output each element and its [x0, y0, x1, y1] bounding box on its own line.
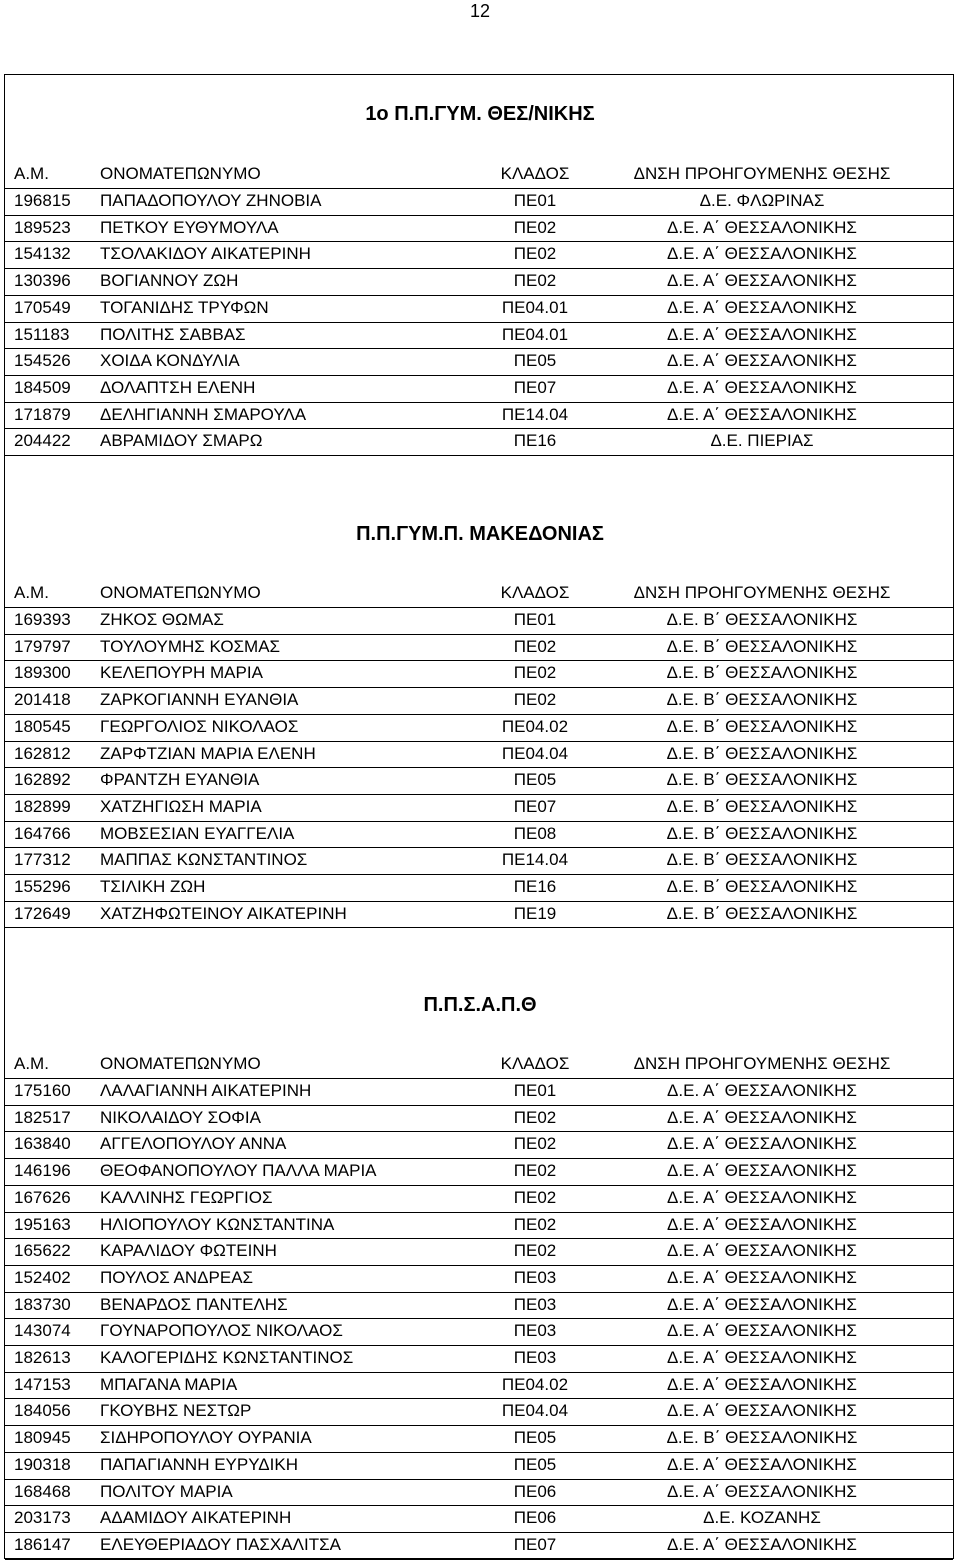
cell-specialty: ΠΕ06	[513, 1481, 557, 1501]
cell-specialty: ΠΕ04.04	[501, 743, 569, 763]
table-row	[0, 428, 960, 455]
cell-am: 130396	[14, 271, 71, 291]
cell-previous: Δ.Ε. Β΄ ΘΕΣΣΑΛΟΝΙΚΗΣ	[666, 636, 858, 656]
cell-am: 175160	[14, 1081, 71, 1100]
cell-am: 180945	[14, 1428, 71, 1448]
table-header	[0, 161, 960, 188]
cell-name: ΚΑΛΛΙΝΗΣ ΓΕΩΡΓΙΟΣ	[100, 1187, 273, 1207]
cell-specialty: ΠΕ05	[513, 770, 557, 790]
table-row	[0, 741, 960, 768]
cell-am: 143074	[14, 1321, 71, 1341]
table-row	[0, 1212, 960, 1239]
cell-name: ΓΚΟΥΒΗΣ ΝΕΣΤΩΡ	[100, 1401, 252, 1421]
cell-specialty: ΠΕ05	[513, 351, 557, 371]
cell-previous: Δ.Ε. Β΄ ΘΕΣΣΑΛΟΝΙΚΗΣ	[666, 823, 858, 843]
cell-am: 177312	[14, 850, 71, 870]
cell-specialty: ΠΕ01	[513, 191, 557, 210]
cell-previous: Δ.Ε. Α΄ ΘΕΣΣΑΛΟΝΙΚΗΣ	[667, 1481, 857, 1501]
cell-am: 186147	[14, 1534, 71, 1554]
table-row	[0, 241, 960, 268]
cell-previous: Δ.Ε. Β΄ ΘΕΣΣΑΛΟΝΙΚΗΣ	[666, 770, 858, 790]
table-row	[0, 268, 960, 295]
cell-am: 201418	[14, 690, 71, 710]
cell-am: 170549	[14, 297, 71, 317]
cell-name: ΗΛΙΟΠΟΥΛΟΥ ΚΩΝΣΤΑΝΤΙΝΑ	[100, 1214, 335, 1234]
cell-specialty: ΠΕ02	[513, 690, 557, 710]
cell-name: ΓΟΥΝΑΡΟΠΟΥΛΟΣ ΝΙΚΟΛΑΟΣ	[100, 1321, 343, 1341]
cell-name: ΧΟΙΔΑ ΚΟΝΔΥΛΙΑ	[100, 351, 240, 371]
cell-am: 182899	[14, 796, 71, 816]
cell-name: ΚΑΡΑΛΙΔΟΥ ΦΩΤΕΙΝΗ	[100, 1241, 277, 1261]
table-row	[0, 821, 960, 848]
cell-name: ΛΑΛΑΓΙΑΝΝΗ ΑΙΚΑΤΕΡΙΝΗ	[100, 1081, 312, 1100]
cell-previous: Δ.Ε. Β΄ ΘΕΣΣΑΛΟΝΙΚΗΣ	[666, 796, 858, 816]
table-row	[0, 402, 960, 429]
cell-name: ΦΡΑΝΤΖΗ ΕΥΑΝΘΙΑ	[100, 770, 260, 790]
cell-name: ΔΟΛΑΠΤΣΗ ΕΛΕΝΗ	[100, 377, 256, 397]
cell-specialty: ΠΕ03	[513, 1294, 557, 1314]
cell-previous: Δ.Ε. Β΄ ΘΕΣΣΑΛΟΝΙΚΗΣ	[666, 877, 858, 896]
cell-am: 182517	[14, 1107, 71, 1127]
cell-am: 184056	[14, 1401, 71, 1421]
cell-name: ΓΕΩΡΓΟΛΙΟΣ ΝΙΚΟΛΑΟΣ	[100, 716, 299, 736]
cell-previous: Δ.Ε. Α΄ ΘΕΣΣΑΛΟΝΙΚΗΣ	[667, 217, 857, 237]
cell-previous: Δ.Ε. Α΄ ΘΕΣΣΑΛΟΝΙΚΗΣ	[667, 1107, 857, 1127]
table-row	[0, 348, 960, 375]
cell-specialty: ΠΕ02	[513, 663, 557, 683]
cell-am: 182613	[14, 1348, 71, 1367]
section-title: Π.Π.Σ.Α.Π.Θ	[423, 994, 537, 1016]
table-row	[0, 295, 960, 322]
cell-am: 196815	[14, 191, 71, 210]
cell-previous: Δ.Ε. Β΄ ΘΕΣΣΑΛΟΝΙΚΗΣ	[666, 743, 858, 763]
cell-previous: Δ.Ε. Β΄ ΘΕΣΣΑΛΟΝΙΚΗΣ	[666, 663, 858, 683]
header-am: Α.Μ.	[14, 164, 49, 183]
cell-previous: Δ.Ε. ΚΟΖΑΝΗΣ	[703, 1508, 821, 1528]
cell-previous: Δ.Ε. ΦΛΩΡΙΝΑΣ	[699, 191, 825, 210]
cell-name: ΤΣΙΛΙΚΗ ΖΩΗ	[100, 877, 206, 896]
cell-am: 152402	[14, 1267, 71, 1287]
cell-am: 180545	[14, 716, 71, 736]
cell-previous: Δ.Ε. Α΄ ΘΕΣΣΑΛΟΝΙΚΗΣ	[667, 1161, 857, 1181]
row-divider	[5, 927, 953, 928]
cell-am: 189300	[14, 663, 71, 683]
cell-name: ΜΠΑΓΑΝΑ ΜΑΡΙΑ	[100, 1374, 238, 1394]
cell-specialty: ΠΕ02	[513, 244, 557, 264]
table-row	[0, 660, 960, 687]
cell-specialty: ΠΕ03	[513, 1267, 557, 1287]
cell-specialty: ΠΕ02	[513, 1187, 557, 1207]
cell-specialty: ΠΕ05	[513, 1428, 557, 1448]
cell-name: ΤΣΟΛΑΚΙΔΟΥ ΑΙΚΑΤΕΡΙΝΗ	[100, 244, 311, 264]
cell-name: ΕΛΕΥΘΕΡΙΑΔΟΥ ΠΑΣΧΑΛΙΤΣΑ	[100, 1534, 341, 1554]
cell-am: 163840	[14, 1134, 71, 1154]
cell-previous: Δ.Ε. Β΄ ΘΕΣΣΑΛΟΝΙΚΗΣ	[666, 1428, 858, 1448]
cell-specialty: ΠΕ01	[513, 1081, 557, 1100]
cell-am: 189523	[14, 217, 71, 237]
cell-previous: Δ.Ε. Α΄ ΘΕΣΣΑΛΟΝΙΚΗΣ	[667, 1267, 857, 1287]
header-specialty: ΚΛΑΔΟΣ	[500, 164, 570, 183]
cell-name: ΠΟΥΛΟΣ ΑΝΔΡΕΑΣ	[100, 1267, 254, 1287]
cell-previous: Δ.Ε. Β΄ ΘΕΣΣΑΛΟΝΙΚΗΣ	[666, 690, 858, 710]
cell-name: ΠΟΛΙΤΟΥ ΜΑΡΙΑ	[100, 1481, 233, 1501]
cell-previous: Δ.Ε. Α΄ ΘΕΣΣΑΛΟΝΙΚΗΣ	[667, 1534, 857, 1554]
table-row	[0, 634, 960, 661]
table-row	[0, 1105, 960, 1132]
header-previous: ΔΝΣΗ ΠΡΟΗΓΟΥΜΕΝΗΣ ΘΕΣΗΣ	[633, 1054, 891, 1073]
cell-specialty: ΠΕ02	[513, 1241, 557, 1261]
cell-name: ΜΑΠΠΑΣ ΚΩΝΣΤΑΝΤΙΝΟΣ	[100, 850, 308, 870]
table-row	[0, 1131, 960, 1158]
cell-specialty: ΠΕ02	[513, 1134, 557, 1154]
table-row	[0, 1452, 960, 1479]
table-row	[0, 1425, 960, 1452]
cell-previous: Δ.Ε. Β΄ ΘΕΣΣΑΛΟΝΙΚΗΣ	[666, 610, 858, 629]
cell-specialty: ΠΕ14.04	[501, 404, 569, 424]
cell-name: ΝΙΚΟΛΑΙΔΟΥ ΣΟΦΙΑ	[100, 1107, 261, 1127]
cell-specialty: ΠΕ01	[513, 610, 557, 629]
cell-name: ΑΔΑΜΙΔΟΥ ΑΙΚΑΤΕΡΙΝΗ	[100, 1508, 292, 1528]
cell-am: 169393	[14, 610, 71, 629]
row-divider	[5, 455, 953, 456]
header-name: ΟΝΟΜΑΤΕΠΩΝΥΜΟ	[100, 164, 261, 183]
cell-am: 151183	[14, 324, 70, 344]
cell-specialty: ΠΕ19	[513, 903, 557, 923]
cell-name: ΧΑΤΖΗΦΩΤΕΙΝΟΥ ΑΙΚΑΤΕΡΙΝΗ	[100, 903, 347, 923]
cell-name: ΔΕΛΗΓΙΑΝΝΗ ΣΜΑΡΟΥΛΑ	[100, 404, 307, 424]
table-row	[0, 687, 960, 714]
cell-name: ΒΟΓΙΑΝΝΟΥ ΖΩΗ	[100, 271, 239, 291]
section-title: 1ο Π.Π.ΓΥΜ. ΘΕΣ/ΝΙΚΗΣ	[365, 103, 595, 125]
cell-am: 179797	[14, 636, 71, 656]
cell-specialty: ΠΕ07	[513, 1534, 557, 1554]
cell-specialty: ΠΕ03	[513, 1321, 557, 1341]
table-row	[0, 1185, 960, 1212]
table-row	[0, 1238, 960, 1265]
cell-specialty: ΠΕ04.01	[501, 324, 569, 344]
cell-name: ΚΑΛΟΓΕΡΙΔΗΣ ΚΩΝΣΤΑΝΤΙΝΟΣ	[100, 1348, 354, 1367]
section-title: Π.Π.ΓΥΜ.Π. ΜΑΚΕΔΟΝΙΑΣ	[356, 523, 604, 545]
cell-previous: Δ.Ε. Β΄ ΘΕΣΣΑΛΟΝΙΚΗΣ	[666, 903, 858, 923]
cell-am: 190318	[14, 1454, 71, 1474]
cell-previous: Δ.Ε. Α΄ ΘΕΣΣΑΛΟΝΙΚΗΣ	[667, 1294, 857, 1314]
cell-am: 162892	[14, 770, 71, 790]
cell-previous: Δ.Ε. Α΄ ΘΕΣΣΑΛΟΝΙΚΗΣ	[667, 271, 857, 291]
header-name: ΟΝΟΜΑΤΕΠΩΝΥΜΟ	[100, 583, 261, 602]
cell-specialty: ΠΕ04.01	[501, 297, 569, 317]
cell-name: ΖΗΚΟΣ ΘΩΜΑΣ	[100, 610, 224, 629]
cell-previous: Δ.Ε. Α΄ ΘΕΣΣΑΛΟΝΙΚΗΣ	[667, 377, 857, 397]
cell-name: ΖΑΡΚΟΓΙΑΝΝΗ ΕΥΑΝΘΙΑ	[100, 690, 299, 710]
table-row	[0, 1158, 960, 1185]
cell-specialty: ΠΕ02	[513, 217, 557, 237]
cell-previous: Δ.Ε. Α΄ ΘΕΣΣΑΛΟΝΙΚΗΣ	[667, 351, 857, 371]
header-previous: ΔΝΣΗ ΠΡΟΗΓΟΥΜΕΝΗΣ ΘΕΣΗΣ	[633, 583, 891, 602]
cell-previous: Δ.Ε. Α΄ ΘΕΣΣΑΛΟΝΙΚΗΣ	[667, 1348, 857, 1367]
cell-previous: Δ.Ε. Α΄ ΘΕΣΣΑΛΟΝΙΚΗΣ	[667, 324, 857, 344]
cell-am: 183730	[14, 1294, 71, 1314]
row-divider	[5, 1559, 953, 1560]
table-row	[0, 1318, 960, 1345]
table-row	[0, 215, 960, 242]
cell-am: 147153	[14, 1374, 71, 1394]
header-specialty: ΚΛΑΔΟΣ	[500, 583, 570, 602]
table-row	[0, 1505, 960, 1532]
cell-am: 203173	[14, 1508, 71, 1528]
table-row	[0, 794, 960, 821]
cell-am: 171879	[14, 404, 71, 424]
cell-specialty: ΠΕ03	[513, 1348, 557, 1367]
cell-specialty: ΠΕ05	[513, 1454, 557, 1474]
cell-specialty: ΠΕ07	[513, 377, 557, 397]
header-am: Α.Μ.	[14, 583, 49, 602]
cell-specialty: ΠΕ04.02	[501, 716, 569, 736]
cell-am: 195163	[14, 1214, 71, 1234]
cell-specialty: ΠΕ14.04	[501, 850, 569, 870]
cell-name: ΠΑΠΑΔΟΠΟΥΛΟΥ ΖΗΝΟΒΙΑ	[100, 191, 322, 210]
header-name: ΟΝΟΜΑΤΕΠΩΝΥΜΟ	[100, 1054, 261, 1073]
cell-previous: Δ.Ε. Α΄ ΘΕΣΣΑΛΟΝΙΚΗΣ	[667, 1374, 857, 1394]
cell-specialty: ΠΕ16	[513, 877, 557, 896]
cell-name: ΘΕΟΦΑΝΟΠΟΥΛΟΥ ΠΑΛΛΑ ΜΑΡΙΑ	[100, 1161, 377, 1181]
cell-previous: Δ.Ε. Α΄ ΘΕΣΣΑΛΟΝΙΚΗΣ	[667, 1187, 857, 1207]
cell-specialty: ΠΕ07	[513, 796, 557, 816]
cell-specialty: ΠΕ02	[513, 1107, 557, 1127]
table-row	[0, 1479, 960, 1506]
cell-name: ΜΟΒΣΕΣΙΑΝ ΕΥΑΓΓΕΛΙΑ	[100, 823, 295, 843]
cell-name: ΣΙΔΗΡΟΠΟΥΛΟΥ ΟΥΡΑΝΙΑ	[100, 1428, 312, 1448]
cell-previous: Δ.Ε. Α΄ ΘΕΣΣΑΛΟΝΙΚΗΣ	[667, 1401, 857, 1421]
cell-am: 154526	[14, 351, 71, 371]
cell-previous: Δ.Ε. Α΄ ΘΕΣΣΑΛΟΝΙΚΗΣ	[667, 1134, 857, 1154]
table-row	[0, 1345, 960, 1372]
cell-name: ΖΑΡΦΤΖΙΑΝ ΜΑΡΙΑ ΕΛΕΝΗ	[100, 743, 316, 763]
table-row	[0, 375, 960, 402]
header-specialty: ΚΛΑΔΟΣ	[500, 1054, 570, 1073]
cell-previous: Δ.Ε. Α΄ ΘΕΣΣΑΛΟΝΙΚΗΣ	[667, 1241, 857, 1261]
table-row	[0, 1292, 960, 1319]
cell-specialty: ΠΕ16	[513, 431, 557, 451]
cell-previous: Δ.Ε. Α΄ ΘΕΣΣΑΛΟΝΙΚΗΣ	[667, 1081, 857, 1100]
cell-am: 154132	[14, 244, 71, 264]
cell-name: ΠΟΛΙΤΗΣ ΣΑΒΒΑΣ	[100, 324, 246, 344]
cell-specialty: ΠΕ02	[513, 1214, 557, 1234]
cell-name: ΑΒΡΑΜΙΔΟΥ ΣΜΑΡΩ	[100, 431, 263, 451]
cell-am: 184509	[14, 377, 71, 397]
cell-previous: Δ.Ε. Α΄ ΘΕΣΣΑΛΟΝΙΚΗΣ	[667, 1321, 857, 1341]
cell-am: 155296	[14, 877, 71, 896]
table-row	[0, 1372, 960, 1399]
cell-am: 204422	[14, 431, 71, 451]
cell-name: ΧΑΤΖΗΓΙΩΣΗ ΜΑΡΙΑ	[100, 796, 262, 816]
table-row	[0, 1078, 960, 1105]
table-row	[0, 188, 960, 215]
cell-name: ΒΕΝΑΡΔΟΣ ΠΑΝΤΕΛΗΣ	[100, 1294, 288, 1314]
cell-am: 167626	[14, 1187, 71, 1207]
cell-name: ΤΟΥΛΟΥΜΗΣ ΚΟΣΜΑΣ	[100, 636, 281, 656]
table-row	[0, 1532, 960, 1559]
cell-previous: Δ.Ε. Α΄ ΘΕΣΣΑΛΟΝΙΚΗΣ	[667, 244, 857, 264]
cell-name: ΑΓΓΕΛΟΠΟΥΛΟΥ ΑΝΝΑ	[100, 1134, 287, 1154]
cell-am: 172649	[14, 903, 71, 923]
cell-previous: Δ.Ε. Β΄ ΘΕΣΣΑΛΟΝΙΚΗΣ	[666, 850, 858, 870]
cell-specialty: ΠΕ04.02	[501, 1374, 569, 1394]
cell-previous: Δ.Ε. Α΄ ΘΕΣΣΑΛΟΝΙΚΗΣ	[667, 297, 857, 317]
table-row	[0, 714, 960, 741]
table-header	[0, 1051, 960, 1078]
table-row	[0, 847, 960, 874]
cell-previous: Δ.Ε. Α΄ ΘΕΣΣΑΛΟΝΙΚΗΣ	[667, 404, 857, 424]
cell-am: 165622	[14, 1241, 71, 1261]
cell-name: ΚΕΛΕΠΟΥΡΗ ΜΑΡΙΑ	[100, 663, 263, 683]
table-row	[0, 607, 960, 634]
cell-specialty: ΠΕ02	[513, 636, 557, 656]
cell-specialty: ΠΕ06	[513, 1508, 557, 1528]
cell-previous: Δ.Ε. Α΄ ΘΕΣΣΑΛΟΝΙΚΗΣ	[667, 1214, 857, 1234]
cell-previous: Δ.Ε. Α΄ ΘΕΣΣΑΛΟΝΙΚΗΣ	[667, 1454, 857, 1474]
cell-specialty: ΠΕ02	[513, 1161, 557, 1181]
cell-name: ΠΑΠΑΓΙΑΝΝΗ ΕΥΡΥΔΙΚΗ	[100, 1454, 298, 1474]
cell-specialty: ΠΕ02	[513, 271, 557, 291]
cell-am: 168468	[14, 1481, 71, 1501]
table-row	[0, 767, 960, 794]
cell-am: 146196	[14, 1161, 71, 1181]
cell-am: 164766	[14, 823, 71, 843]
cell-am: 162812	[14, 743, 71, 763]
table-row	[0, 874, 960, 901]
page-number: 12	[469, 1, 491, 21]
cell-specialty: ΠΕ08	[513, 823, 557, 843]
table-row	[0, 1398, 960, 1425]
cell-specialty: ΠΕ04.04	[501, 1401, 569, 1421]
table-row	[0, 901, 960, 928]
table-row	[0, 322, 960, 349]
cell-previous: Δ.Ε. ΠΙΕΡΙΑΣ	[710, 431, 814, 451]
table-header	[0, 580, 960, 607]
header-previous: ΔΝΣΗ ΠΡΟΗΓΟΥΜΕΝΗΣ ΘΕΣΗΣ	[633, 164, 891, 183]
table-row	[0, 1265, 960, 1292]
cell-name: ΠΕΤΚΟΥ ΕΥΘΥΜΟΥΛΑ	[100, 217, 279, 237]
header-am: Α.Μ.	[14, 1054, 49, 1073]
cell-name: ΤΟΓΑΝΙΔΗΣ ΤΡΥΦΩΝ	[100, 297, 269, 317]
cell-previous: Δ.Ε. Β΄ ΘΕΣΣΑΛΟΝΙΚΗΣ	[666, 716, 858, 736]
